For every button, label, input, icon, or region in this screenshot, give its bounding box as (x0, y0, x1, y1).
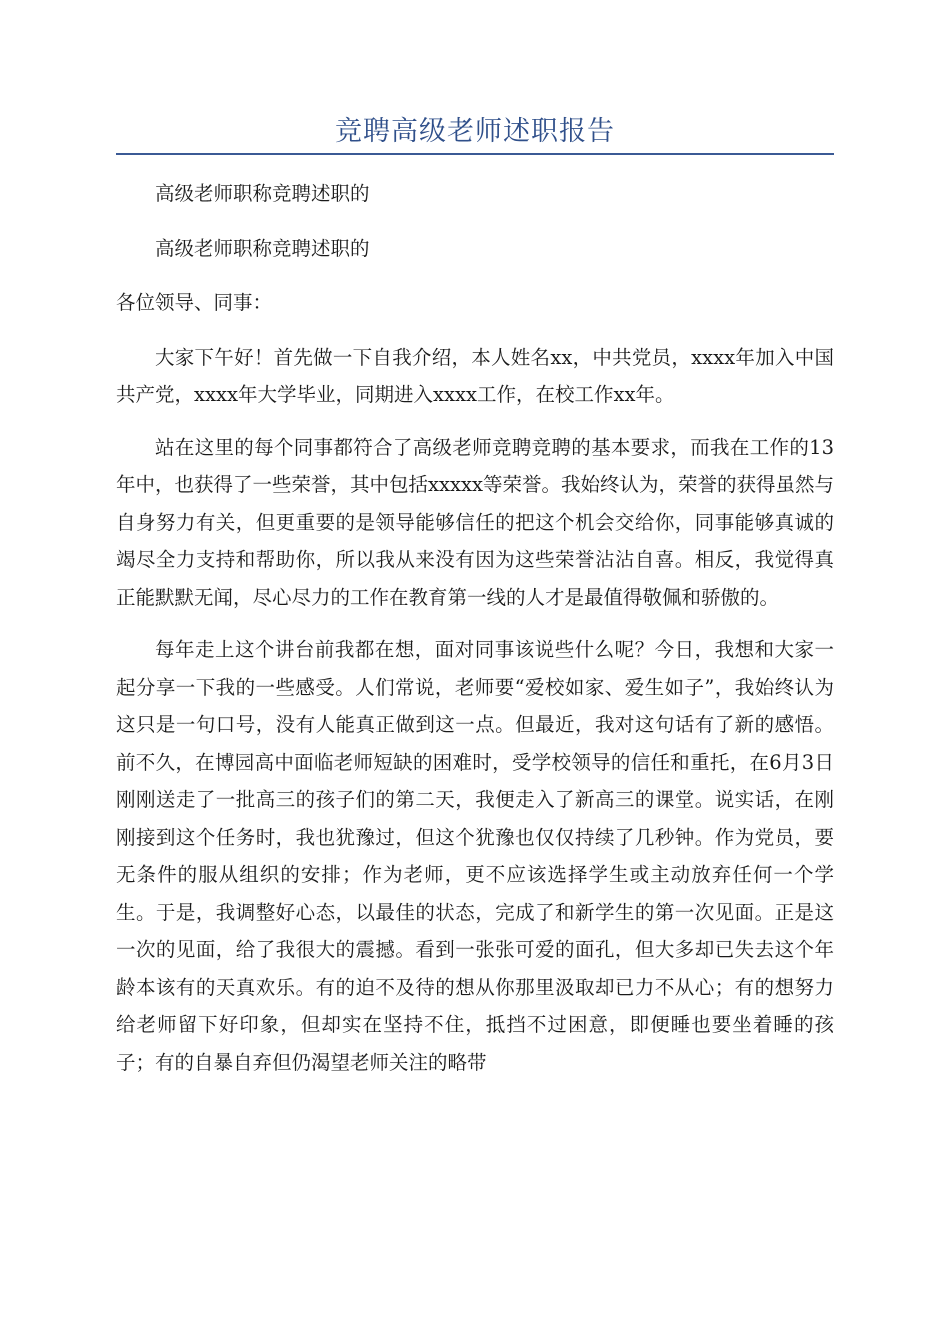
paragraph-honors: 站在这里的每个同事都符合了高级老师竞聘竞聘的基本要求，而我在工作的13年中，也获得了一些荣誉，其中包括xxxxx等荣誉。我始终认为，荣誉的获得虽然与自身努力有关，但更重要的是领导能够信任的把这个机会交给你，同事能够真诚的竭尽全力支持和帮助你，所以我从来没有因为这些荣誉沾沾自喜。相反，我觉得真正能默默无闻，尽心尽力的工作在教育第一线的人才是最值得敬佩和骄傲的。 (116, 435, 834, 609)
document-title: 竞聘高级老师述职报告 (335, 116, 615, 147)
subtitle-line-2: 高级老师职称竞聘述职的 (155, 236, 370, 260)
title-underline (116, 153, 834, 155)
paragraph-intro: 大家下午好！首先做一下自我介绍，本人姓名xx，中共党员，xxxx年加入中国共产党，xxxx年大学毕业，同期进入xxxx工作，在校工作xx年。 (116, 345, 834, 406)
salutation: 各位领导、同事： (116, 291, 273, 314)
document-body (116, 175, 834, 1081)
subtitle-line-1: 高级老师职称竞聘述职的 (155, 182, 370, 205)
paragraph-reflection: 每年走上这个讲台前我都在想，面对同事该说些什么呢？今日，我想和大家一起分享一下我的一些感受。人们常说，老师要“爱校如家、爱生如子”，我始终认为这只是一句口号，没有人能真正做到这一点。但最近，我对这句话有了新的感悟。前不久，在博园高中面临老师短缺的困难时，受学校领导的信任和重托，在6月3日刚刚送走了一批高三的孩子们的第二天，我便走入了新高三的课堂。说实话，在刚刚接到这个任务时，我也犹豫过，但这个犹豫也仅仅持续了几秒钟。作为党员，要无条件的服从组织的安排；作为老师，更不应该选择学生或主动放弃任何一个学生。于是，我调整好心态，以最佳的状态，完成了和新学生的第一次见面。正是这一次的见面，给了我很大的震撼。看到一张张可爱的面孔，但大多却已失去这个年龄本该有的天真欢乐。有的迫不及待的想从你那里汲取却已力不从心；有的想努力给老师留下好印象，但却实在坚持不住，抵挡不过困意，即便睡也要坐着睡的孩子；有的自暴自弃但仍渴望老师关注的略带 (116, 638, 834, 1074)
